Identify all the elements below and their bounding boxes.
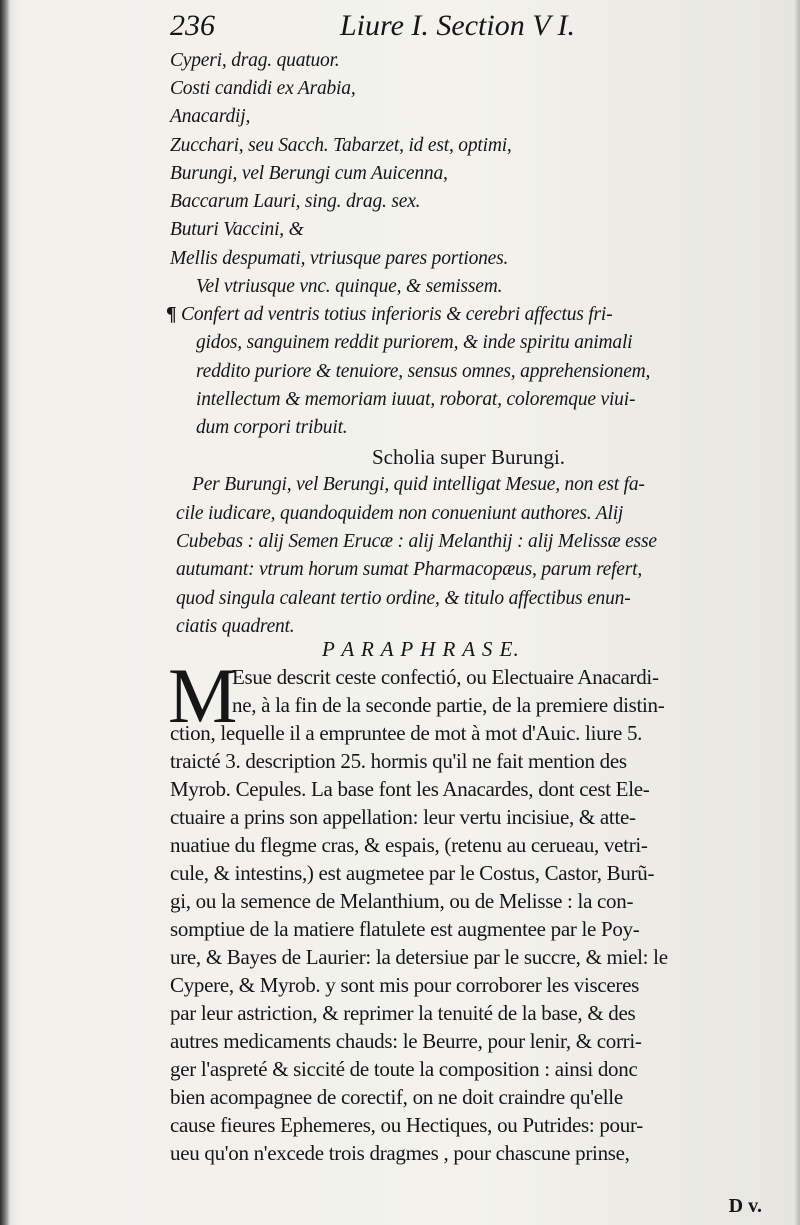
paraphrase-line: gi, ou la semence de Melanthium, ou de Melisse : la con-	[170, 889, 634, 913]
recipe-line: Baccarum Lauri, sing. drag. sex.	[170, 191, 421, 212]
paraphrase-line: bien acompagnee de corectif, on ne doit craindre qu'elle	[170, 1085, 623, 1109]
pilcrow-mark: ¶	[166, 304, 177, 325]
recipe-line: Cyperi, drag. quatuor.	[170, 50, 340, 71]
paraphrase-line: traicté 3. description 25. hormis qu'il ne fait mention des	[170, 749, 627, 773]
paraphrase-line: ctuaire a prins son appellation: leur vertu incisiue, & atte-	[170, 805, 636, 829]
paraphrase-line: Esue descrit ceste confectió, ou Electuaire Anacardi-	[232, 665, 659, 689]
recipe-line: Buturi Vaccini, &	[170, 219, 304, 240]
paraphrase-line: somptiue de la matiere flatulete est augmentee par le Poy-	[170, 917, 640, 941]
paraphrase-line: autres medicaments chauds: le Beurre, pour lenir, & corri-	[170, 1029, 642, 1053]
scholia-line: Per Burungi, vel Berungi, quid intelligat Mesue, non est fa-	[192, 474, 645, 495]
scholia-line: ciatis quadrent.	[176, 616, 295, 637]
paraphrase-line: par leur astriction, & reprimer la tenuité de la base, & des	[170, 1001, 636, 1025]
recipe-line: Zucchari, seu Sacch. Tabarzet, id est, optimi,	[170, 135, 512, 156]
scholia-line: cile iudicare, quandoquidem non conueniunt authores. Alij	[176, 503, 624, 524]
scholia-line: quod singula caleant tertio ordine, & titulo affectibus enun-	[176, 588, 631, 609]
scholia-line: autumant: vtrum horum sumat Pharmacopæus, parum refert,	[176, 559, 643, 580]
running-title: Liure I. Section V I.	[340, 9, 575, 42]
recipe-line: Mellis despumati, vtriusque pares portiones.	[170, 248, 509, 269]
recipe-line: Vel vtriusque vnc. quinque, & semissem.	[196, 276, 503, 297]
page-number: 236	[170, 9, 215, 42]
confert-line: reddito puriore & tenuiore, sensus omnes, apprehensionem,	[196, 361, 651, 382]
paraphrase-line: Myrob. Cepules. La base font les Anacardes, dont cest Ele-	[170, 777, 650, 801]
page-header	[170, 4, 590, 48]
paraphrase-line: Cypere, & Myrob. y sont mis pour corroborer les visceres	[170, 973, 640, 997]
signature-mark: D v.	[728, 1195, 762, 1217]
confert-line: intellectum & memoriam iuuat, roborat, coloremque viui-	[196, 389, 636, 410]
drop-cap: M	[168, 652, 238, 739]
confert-line	[166, 300, 612, 330]
paraphrase-line: ure, & Bayes de Laurier: la detersiue par le succre, & miel: le	[170, 945, 668, 969]
paraphrase-line: nuatiue du flegme cras, & espais, (retenu au cerueau, vetri-	[170, 833, 648, 857]
scholia-heading: Scholia super Burungi.	[372, 445, 566, 469]
paraphrase-line: ger l'aspreté & siccité de toute la composition : ainsi donc	[170, 1057, 638, 1081]
recipe-line: Burungi, vel Berungi cum Auicenna,	[170, 163, 448, 184]
page-edge	[794, 0, 800, 1225]
paraphrase-heading: P A R A P H R A S E.	[322, 637, 520, 661]
scholia-line: Cubebas : alij Semen Erucæ : alij Melanthij : alij Melissæ esse	[176, 531, 657, 552]
confert-line: gidos, sanguinem reddit puriorem, & inde spiritu animali	[196, 332, 633, 353]
paraphrase-line: cause fieures Ephemeres, ou Hectiques, ou Putrides: pour-	[170, 1113, 643, 1137]
recipe-line: Costi candidi ex Arabia,	[170, 78, 356, 99]
confert-line-text: Confert ad ventris totius inferioris & cerebri affectus fri-	[181, 304, 613, 325]
paraphrase-line: ne, à la fin de la seconde partie, de la premiere distin-	[232, 693, 665, 717]
book-spine-shadow	[0, 0, 10, 1225]
paraphrase-line: ueu qu'on n'excede trois dragmes , pour chascune prinse,	[170, 1141, 630, 1165]
paraphrase-line: cule, & intestins,) est augmetee par le Costus, Castor, Burũ-	[170, 861, 655, 885]
paraphrase-line: ction, lequelle il a empruntee de mot à mot d'Auic. liure 5.	[170, 721, 643, 745]
recipe-line: Anacardij,	[170, 106, 251, 127]
confert-line: dum corpori tribuit.	[196, 417, 348, 438]
